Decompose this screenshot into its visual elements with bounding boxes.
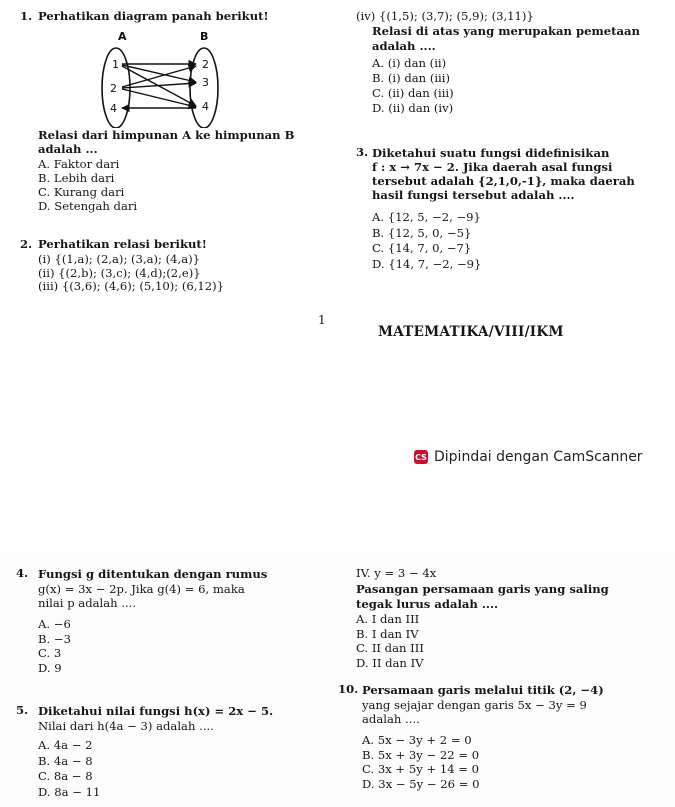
q1-option-d[interactable]: D. Setengah dari [38,199,138,213]
q3-line: f : x → 7x − 2. Jika daerah asal fungsi [372,160,613,174]
q2-option-c[interactable]: C. (ii) dan (iii) [372,86,454,100]
q2-prompt: Perhatikan relasi berikut! [38,237,207,251]
q4-number: 4. [16,566,29,580]
arrow-2-4 [122,89,196,107]
b-item: 4 [202,100,209,113]
camscanner-text: Dipindai dengan CamScanner [434,449,643,465]
q10-option-a[interactable]: A. 5x − 3y + 2 = 0 [362,733,472,747]
q2-question-line-1: Relasi di atas yang merupakan pemetaan [372,24,640,38]
q1-option-b[interactable]: B. Lebih dari [38,171,115,185]
q5-line: Diketahui nilai fungsi h(x) = 2x − 5. [38,704,274,718]
q1-prompt: Perhatikan diagram panah berikut! [38,9,269,23]
set-b-label: B [200,30,209,43]
q4-options [38,617,71,675]
q2-question-line-2: adalah .... [372,39,436,53]
q10-lines [362,683,604,727]
q10-option-b[interactable]: B. 5x + 3y − 22 = 0 [362,747,480,762]
a-item: 2 [110,82,117,95]
a-item: 4 [110,102,117,115]
b-item: 3 [202,76,209,89]
q9-item-iv: IV. y = 3 − 4x [356,566,437,580]
q10-option-d[interactable]: D. 3x − 5y − 26 = 0 [362,776,480,791]
q4-option-b[interactable]: B. −3 [38,631,71,646]
q4-option-c[interactable]: C. 3 [38,646,62,660]
q3-line: Diketahui suatu fungsi didefinisikan [372,146,610,160]
set-a-label: A [118,30,127,43]
arrow-diagram [92,28,252,128]
camscanner-watermark [414,449,643,466]
q2-item-ii: (ii) {(2,b); (3,c); (4,d);(2,e)} [38,265,201,280]
q10-line: yang sejajar dengan garis 5x − 3y = 9 [362,697,587,712]
q3-option-c[interactable]: C. {14, 7, 0, −7} [372,241,472,255]
q9-line: tegak lurus adalah .... [356,596,499,611]
q2-item-i: (i) {(1,a); (2,a); (3,a); (4,a)} [38,252,201,266]
q3-number: 3. [356,145,369,159]
q10-options [362,733,479,791]
q10-line: Persamaan garis melalui titik (2, −4) [362,683,604,697]
q5-number: 5. [16,703,29,717]
q10-line: adalah .... [362,712,420,726]
q5-option-c[interactable]: C. 8a − 8 [38,769,93,783]
q4-line: g(x) = 3x − 2p. Jika g(4) = 6, maka [38,581,245,596]
footer-code: MATEMATIKA/VIII/IKM [378,324,564,340]
q9-option-c[interactable]: C. II dan III [356,641,424,655]
q5-option-b[interactable]: B. 4a − 8 [38,753,93,768]
q4-line: nilai p adalah .... [38,596,137,610]
q1-number: 1. [20,9,33,23]
q3-lines [372,146,635,202]
q2-items [38,253,224,294]
q1-question-line-2: adalah ... [38,142,98,156]
q3-option-d[interactable]: D. {14, 7, −2, −9} [372,256,482,271]
q4-option-d[interactable]: D. 9 [38,660,62,675]
q5-lines [38,704,273,734]
q5-option-a[interactable]: A. 4a − 2 [38,738,93,752]
q5-line: Nilai dari h(4a − 3) adalah .... [38,719,214,733]
q5-option-d[interactable]: D. 8a − 11 [38,784,101,799]
arrow-1-3 [122,65,196,82]
q9-option-a[interactable]: A. I dan III [356,612,420,626]
page-number: 1 [318,313,326,327]
q3-line: tersebut adalah {2,1,0,-1}, maka daerah [372,174,635,188]
q3-option-b[interactable]: B. {12, 5, 0, −5} [372,225,472,240]
a-item: 1 [112,58,119,71]
q2-option-b[interactable]: B. (i) dan (iii) [372,71,450,85]
q10-option-c[interactable]: C. 3x + 5y + 14 = 0 [362,762,480,776]
q9-option-d[interactable]: D. II dan IV [356,655,424,670]
q2-options [372,56,454,116]
q4-line: Fungsi g ditentukan dengan rumus [38,567,268,581]
q1-option-c[interactable]: C. Kurang dari [38,185,125,199]
q5-options [38,738,100,800]
q2-item-iii: (iii) {(3,6); (4,6); (5,10); (6,12)} [38,279,225,293]
q1-question-line-1: Relasi dari himpunan A ke himpunan B [38,128,295,142]
q2-option-d[interactable]: D. (ii) dan (iv) [372,101,454,115]
q9-options [356,612,424,670]
q9-lines [356,582,609,611]
q1-options [38,157,137,213]
q3-line: hasil fungsi tersebut adalah .... [372,188,575,202]
q2-item-iv: (iv) {(1,5); (3,7); (5,9); (3,11)} [356,9,534,23]
q4-option-a[interactable]: A. −6 [38,617,71,631]
q3-option-a[interactable]: A. {12, 5, −2, −9} [372,210,481,224]
q2-number: 2. [20,237,33,251]
q1-option-a[interactable]: A. Faktor dari [38,157,120,171]
q3-options [372,210,481,272]
q2-option-a[interactable]: A. (i) dan (ii) [372,56,447,70]
q4-lines [38,567,267,611]
q9-option-b[interactable]: B. I dan IV [356,626,419,641]
q9-line: Pasangan persamaan garis yang saling [356,582,609,596]
b-item: 2 [202,58,209,71]
q10-number: 10. [338,682,359,696]
camscanner-logo-icon: CS [414,450,428,464]
